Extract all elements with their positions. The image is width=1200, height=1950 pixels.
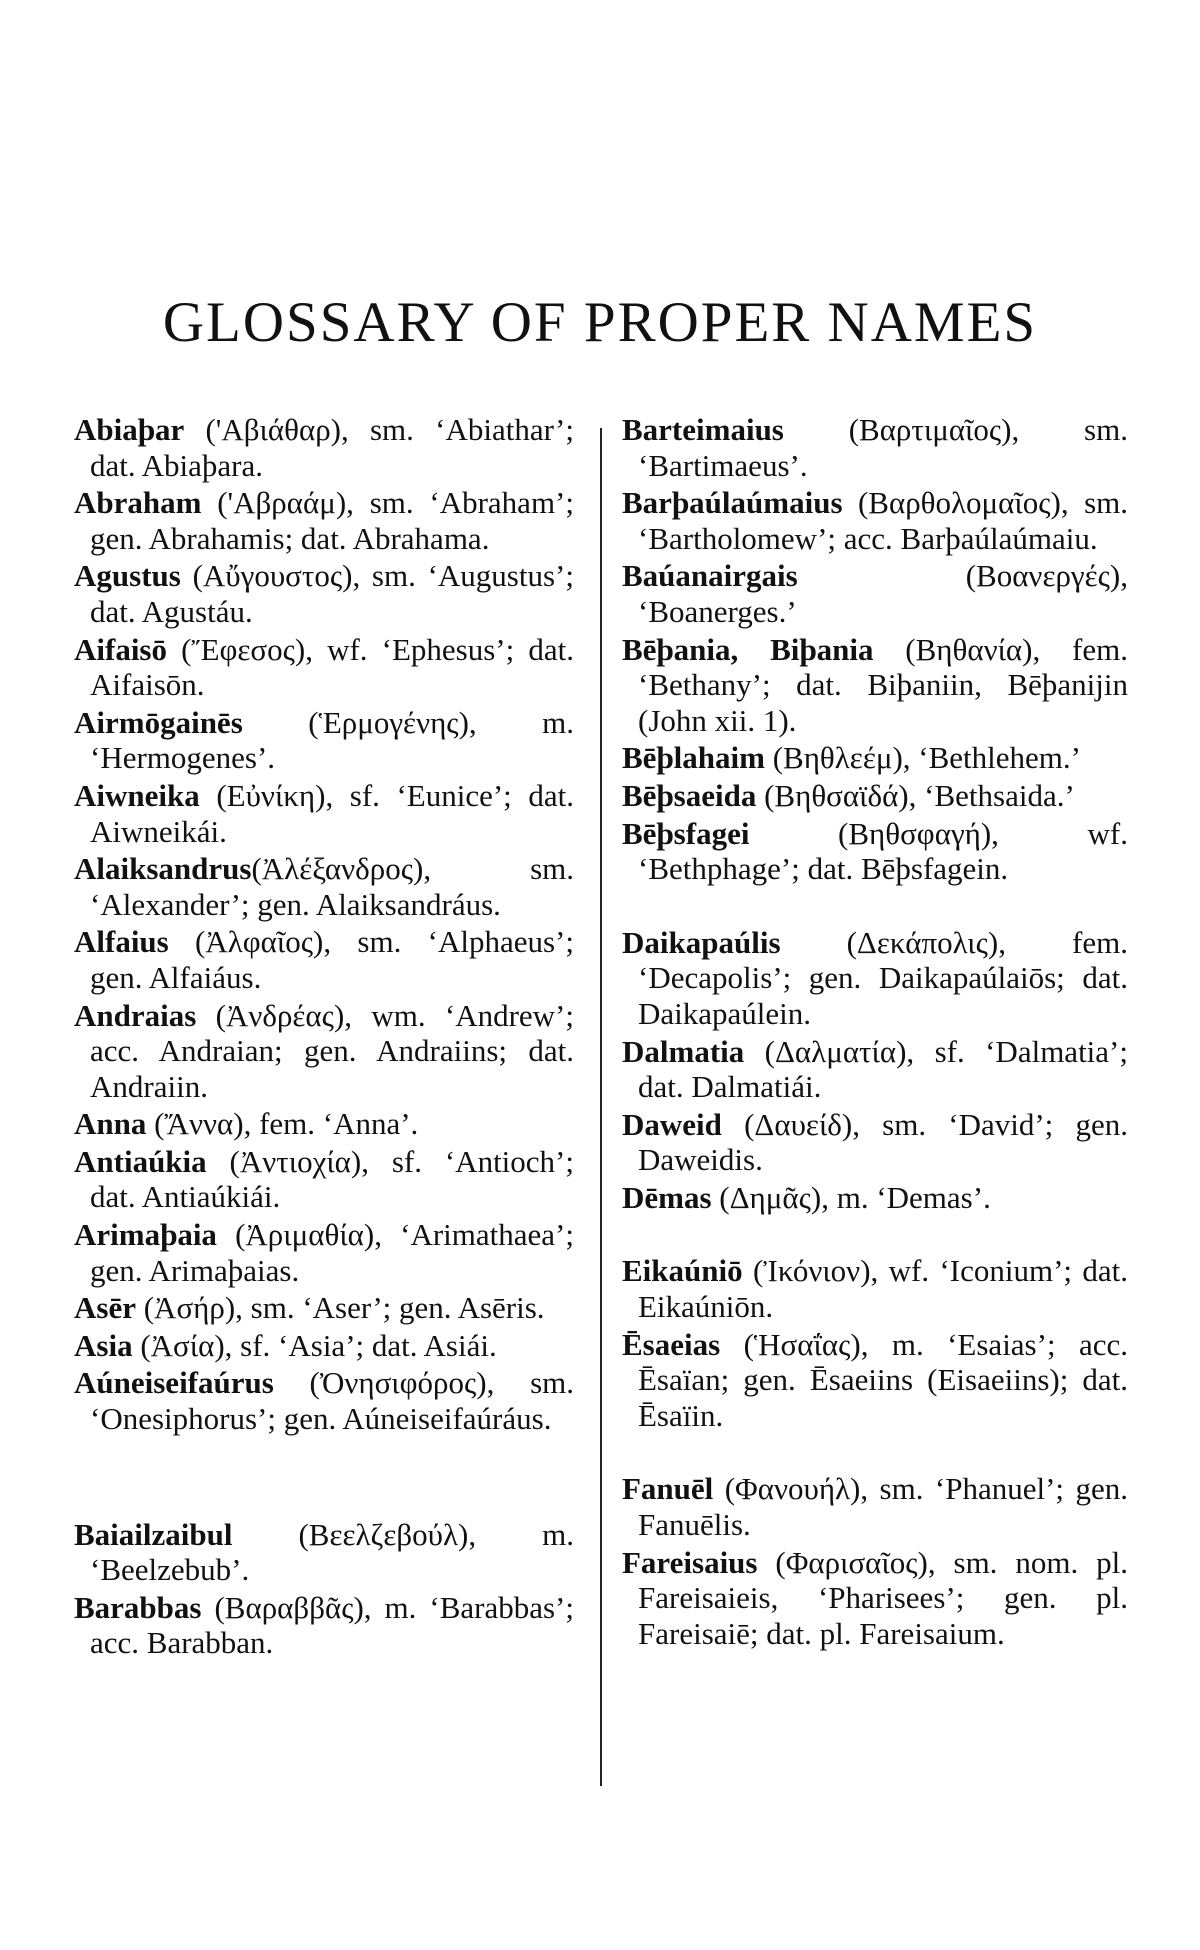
entry-definition: (Βηθανία), fem. ‘Bethany’; dat. Biþaniin, Bēþanijin (John xii. 1). (638, 631, 1128, 738)
glossary-entry (74, 778, 574, 849)
entry-headword: Dalmatia (622, 1033, 745, 1069)
glossary-entry (74, 1106, 574, 1142)
glossary-entry (74, 558, 574, 629)
entry-headword: Bēþsaeida (622, 777, 757, 813)
entry-headword: Fareisaius (622, 1544, 758, 1580)
entry-definition: (Ἀσία), sf. ‘Asia’; dat. Asiái. (132, 1327, 497, 1363)
glossary-entry (74, 632, 574, 703)
glossary-column-right (622, 412, 1128, 1653)
entry-definition: ('Αβιάθαρ), sm. ‘Abiathar’; dat. Abiaþara. (90, 412, 574, 483)
entry-headword: Antiaúkia (74, 1143, 207, 1179)
glossary-entry (622, 816, 1128, 887)
glossary-entry (74, 1217, 574, 1288)
glossary-entry (622, 778, 1128, 814)
glossary-entry (74, 924, 574, 995)
glossary-entry (622, 1034, 1128, 1105)
entry-definition: (Ὀνησιφόρος), sm. ‘Onesiphorus’; gen. Aúneiseifaúráus. (90, 1365, 574, 1437)
entry-headword: Barþaúlaúmaius (622, 485, 843, 521)
entry-headword: Barteimaius (622, 412, 784, 447)
entry-definition: (Δαλματία), sf. ‘Dalmatia’; dat. Dalmatiái. (638, 1033, 1128, 1105)
glossary-entry (74, 412, 574, 483)
entry-definition: (Βοανεργές), ‘Boanerges.’ (638, 558, 1128, 629)
glossary-entry (74, 851, 574, 922)
entry-headword: Alfaius (74, 924, 169, 960)
glossary-entry (74, 1144, 574, 1215)
glossary-entry (622, 740, 1128, 776)
entry-definition: (Ἀντιοχία), sf. ‘Antioch’; dat. Antiaúkiái. (90, 1143, 574, 1215)
glossary-entry (74, 1290, 574, 1326)
entry-definition: (Δαυείδ), sm. ‘David’; gen. Daweidis. (638, 1106, 1128, 1178)
entry-headword: Baúanairgais (622, 558, 798, 594)
entry-definition: (Ἑρμογένης), m. ‘Hermogenes’. (90, 704, 574, 776)
glossary-entry (622, 1107, 1128, 1178)
entry-definition: (Βηθσφαγή), wf. ‘Bethphage’; dat. Bēþsfagein. (638, 815, 1128, 887)
entry-headword: Arimaþaia (74, 1217, 217, 1253)
entry-headword: Ēsaeias (622, 1326, 721, 1362)
glossary-entry (622, 925, 1128, 1032)
entry-definition: (Ἀριμαθία), ‘Arimathaea’; gen. Arimaþaias. (90, 1217, 574, 1288)
glossary-entry (74, 485, 574, 556)
entry-headword: Daikapaúlis (622, 924, 781, 960)
glossary-entry (622, 1327, 1128, 1434)
entry-definition: (Δημᾶς), m. ‘Demas’. (711, 1179, 991, 1215)
glossary-entry (622, 1180, 1128, 1216)
entry-headword: Aifaisō (74, 631, 167, 667)
glossary-entry (74, 1590, 574, 1661)
entry-headword: Abiaþar (74, 412, 185, 447)
entry-headword: Anna (74, 1106, 147, 1142)
entry-definition: (Φαρισαῖος), sm. nom. pl. Fareisaieis, ‘Pharisees’; gen. pl. Fareisaiē; dat. pl. Fareisaium. (638, 1544, 1128, 1651)
glossary-entry (622, 1545, 1128, 1652)
entry-definition: (Εὐνίκη), sf. ‘Eunice’; dat. Aiwneikái. (90, 777, 574, 849)
entry-headword: Aiwneika (74, 777, 200, 813)
entry-definition: (Βαρτιμαῖος), sm. ‘Bartimaeus’. (638, 412, 1128, 483)
glossary-entry (622, 1253, 1128, 1324)
entry-headword: Asēr (74, 1290, 136, 1326)
glossary-entry (622, 412, 1128, 483)
entry-definition: (Ἀλφαῖος), sm. ‘Alphaeus’; gen. Alfaiáus. (90, 924, 574, 995)
glossary-entry (622, 558, 1128, 629)
section-gap (622, 889, 1128, 925)
entry-headword: Alaiksandrus (74, 851, 252, 887)
entry-definition: (Ἰκόνιον), wf. ‘Iconium’; dat. Eikaúniōn. (638, 1253, 1128, 1325)
entry-definition: (Ἀλέξανδρος), sm. ‘Alexander’; gen. Alaiksandráus. (90, 851, 574, 922)
entry-headword: Aúneiseifaúrus (74, 1365, 274, 1401)
glossary-entry (74, 1328, 574, 1364)
entry-definition: (Ἄννα), fem. ‘Anna’. (146, 1106, 419, 1142)
section-gap (74, 1439, 574, 1517)
entry-headword: Baiailzaibul (74, 1516, 233, 1552)
entry-definition: (Δεκάπολις), fem. ‘Decapolis’; gen. Daikapaúlaiōs; dat. Daikapaúlein. (638, 924, 1128, 1031)
entry-definition: (Αὔγουστος), sm. ‘Augustus’; dat. Agustáu. (90, 558, 574, 629)
entry-headword: Bēþsfagei (622, 815, 750, 851)
entry-headword: Abraham (74, 485, 202, 521)
entry-definition: (Βεελζεβούλ), m. ‘Beelzebub’. (90, 1516, 574, 1588)
entry-headword: Fanuēl (622, 1471, 714, 1507)
entry-definition: (Φανουήλ), sm. ‘Phanuel’; gen. Fanuēlis. (638, 1471, 1128, 1543)
entry-definition: (Βηθλεέμ), ‘Bethlehem.’ (764, 740, 1081, 776)
glossary-column-left (74, 412, 574, 1663)
entry-definition: (Βαραββᾶς), m. ‘Barabbas’; acc. Barabban. (90, 1589, 574, 1661)
entry-definition: (Ἀσήρ), sm. ‘Aser’; gen. Asēris. (135, 1290, 545, 1326)
glossary-entry (622, 1471, 1128, 1542)
glossary-entry (622, 485, 1128, 556)
entry-headword: Bēþlahaim (622, 740, 765, 776)
glossary-entry (74, 1517, 574, 1588)
entry-headword: Dēmas (622, 1179, 712, 1215)
glossary-entry (622, 632, 1128, 739)
section-gap (622, 1435, 1128, 1471)
glossary-entry (74, 998, 574, 1105)
section-gap (622, 1217, 1128, 1253)
entry-headword: Andraias (74, 997, 197, 1033)
entry-definition: (Ἡσαΐας), m. ‘Esaias’; acc. Ēsaïan; gen. Ēsaeiins (Eisaeiins); dat. Ēsaïin. (638, 1326, 1128, 1433)
glossary-entry (74, 1365, 574, 1436)
entry-definition: (Βαρθολομαῖος), sm. ‘Bartholomew’; acc. Barþaúlaúmaiu. (638, 485, 1128, 556)
entry-definition: (Ἀνδρέας), wm. ‘Andrew’; acc. Andraian; gen. Andraiins; dat. Andraiin. (90, 997, 574, 1104)
entry-definition: ('Αβραάμ), sm. ‘Abraham’; gen. Abrahamis; dat. Abrahama. (90, 485, 574, 556)
entry-headword: Agustus (74, 558, 181, 594)
entry-definition: (Ἔφεσος), wf. ‘Ephesus’; dat. Aifaisōn. (90, 631, 574, 703)
entry-headword: Asia (74, 1327, 133, 1363)
entry-headword: Bēþania, Biþania (622, 631, 874, 667)
column-divider (600, 428, 602, 1786)
entry-headword: Barabbas (74, 1589, 202, 1625)
page-title: GLOSSARY OF PROPER NAMES (162, 291, 1038, 354)
entry-definition: (Βηθσαϊδά), ‘Bethsaida.’ (756, 777, 1075, 813)
glossary-entry (74, 705, 574, 776)
entry-headword: Airmōgainēs (74, 704, 243, 740)
entry-headword: Eikaúniō (622, 1253, 743, 1289)
entry-headword: Daweid (622, 1106, 722, 1142)
